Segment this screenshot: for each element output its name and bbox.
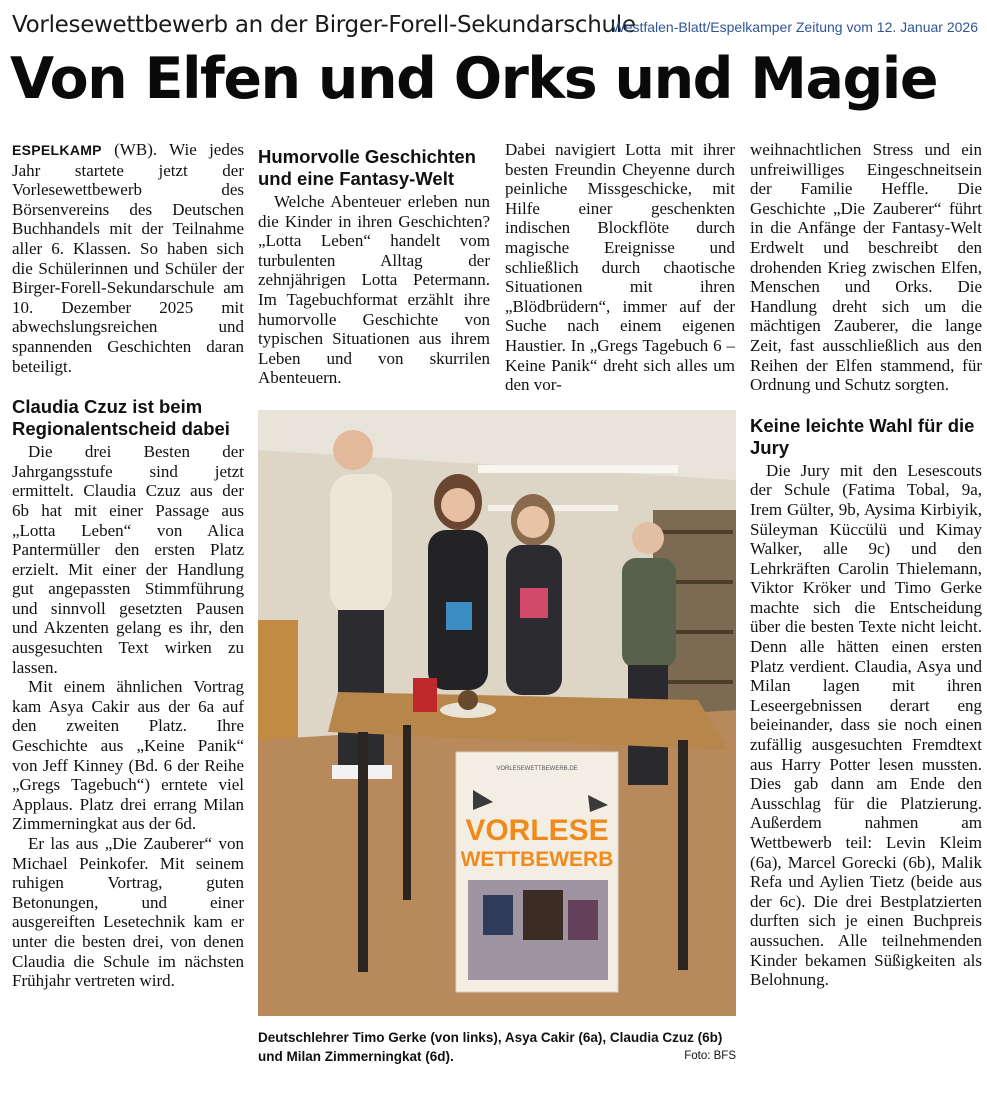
paragraph: weihnachtlichen Stress und ein unfreiwilliges Eingeschneitsein der Familie Heffle. Die Geschichte „Die Zauberer“ führt in die Anfänge der Fantasy-Welt Erdwelt und beschreibt den drohenden Krieg zwischen Elfen, Menschen und Orks. Die Handlung dreht sich um die mächtigen Zauberer, die lange Zeit, fast ausschließlich aus den Reihen der Elfen stammend, für Ordnung und Schutz sorgten. (750, 140, 982, 395)
poster-title-line1: VORLESE (465, 814, 609, 847)
poster-url: VORLESEWETTBEWERB.DE (496, 766, 578, 772)
paragraph: Die Jury mit den Lesescouts der Schule (Fatima Tobal, 9a, Irem Gülter, 9b, Aysima Kirbiyik, Süleyman Küccülü und Kimay Walker, alle 9c) und den Lehrkräften Carolin Thielemann, Viktor Kröker und Timo Gerke machte sich die Entscheidung über die besten Texte nicht leicht. Denn alle hätten einen ersten Platz verdient. Claudia, Asya und Milan lagen mit ihren Leseergebnissen derart eng beieinander, dass sie noch einen zufällig ausgesuchten Fremdtext aus Harry Potter lesen mussten. Dies gab dann am Ende den Ausschlag für die Platzierung. Außerdem nahmen am Wettbewerb teil: Levin Kleim (6a), Marcel Gorecki (6b), Malik Refa und Aylien Tietz (beide aus der 6c). Die drei Bestplatzierten durften sich je einen Buchpreis aussuchen. Alle teilnehmenden Kinder bekamen Süßigkeiten als Belohnung. (750, 460, 982, 990)
subheading-jury: Keine leichte Wahl für die Jury (750, 414, 975, 458)
caption-text: Deutschlehrer Timo Gerke (von links), Asya Cakir (6a), Claudia Czuz (6b) und Milan Zimmerningkat (6d). (258, 1030, 723, 1064)
intro-text: (WB). Wie jedes Jahr startete jetzt der Vorlesewettbewerb des Börsenvereins des Deutschen Buchhandels mit der Teilnahme aller 6. Klassen. So haben sich die Schülerinnen und Schüler der Birger-Forell-Sekundarschule am 10. Dezember 2025 mit abwechslungsreichen und spannenden Geschichten daran beteiligt. (12, 140, 244, 376)
column-1 (12, 140, 244, 991)
paragraph: Die drei Besten der Jahrgangsstufe sind jetzt ermittelt. Claudia Czuz aus der 6b hat mit einer Passage aus „Lotta Leben“ von Alica Pantermüller den ersten Platz erzielt. Mit einer der Handlung gut angepassten Stimmführung und sinnvoll gesetzten Pausen und Akzenten gelang es ihr, den ausgesuchten Text wirken zu lassen. (12, 442, 244, 677)
article-kicker: Vorlesewettbewerb an der Birger-Forell-Sekundarschule (12, 12, 636, 38)
intro-paragraph (12, 140, 244, 376)
subheading-fantasy: Humorvolle Geschichten und eine Fantasy-Welt (258, 146, 476, 189)
column-3 (505, 140, 735, 395)
photo-illustration (258, 410, 736, 1016)
paragraph: Mit einem ähnlichen Vortrag kam Asya Cakir aus der 6a auf den zweiten Platz. Ihre Geschichte aus „Keine Panik“ von Jeff Kinney (Bd. 6 der Reihe „Gregs Tagebuch“) erntete viel Applaus. Platz drei errang Milan Zimmerningkat aus der 6d. (12, 677, 244, 834)
photo-credit: Foto: BFS (684, 1050, 736, 1062)
headline: Von Elfen und Orks und Magie (10, 46, 937, 112)
column-4 (750, 140, 982, 990)
dateline: ESPELKAMP (12, 142, 102, 158)
column-2 (258, 140, 490, 388)
paragraph: Dabei navigiert Lotta mit ihrer besten Freundin Cheyenne durch peinliche Missgeschicke, mit Hilfe einer geschenkten indischen Blockflöte durch magische Ereignisse und schließlich durch chaotische Situationen mit ihren „Blödbrüdern“, immer auf der Suche nach einem eigenen Haustier. In „Gregs Tagebuch 6 – Keine Panik“ dreht sich alles um den vor- (505, 140, 735, 395)
poster-title-line2: WETTBEWERB (460, 848, 614, 871)
source-line: Westfalen-Blatt/Espelkamper Zeitung vom 12. Januar 2026 (611, 19, 978, 35)
photo-caption (258, 1028, 736, 1066)
article-photo (258, 410, 736, 1016)
paragraph: Welche Abenteuer erleben nun die Kinder in ihren Geschichten? „Lotta Leben“ handelt vom turbulenten Alltag der zehnjährigen Lotta Petermann. Im Tagebuchformat erzählt ihre humorvolle Geschichte von typischen Situationen aus ihrem Leben und von skurrilen Abenteuern. (258, 192, 490, 388)
subheading-regionalentscheid: Claudia Czuz ist beim Regionalentscheid dabei (12, 396, 230, 440)
paragraph: Er las aus „Die Zauberer“ von Michael Peinkofer. Mit seinem ruhigen Vortrag, guten Betonungen, und einer ausgereiften Lesetechnik kam er unter die besten drei, von denen Claudia die Schule im nächsten Frühjahr vertreten wird. (12, 834, 244, 991)
